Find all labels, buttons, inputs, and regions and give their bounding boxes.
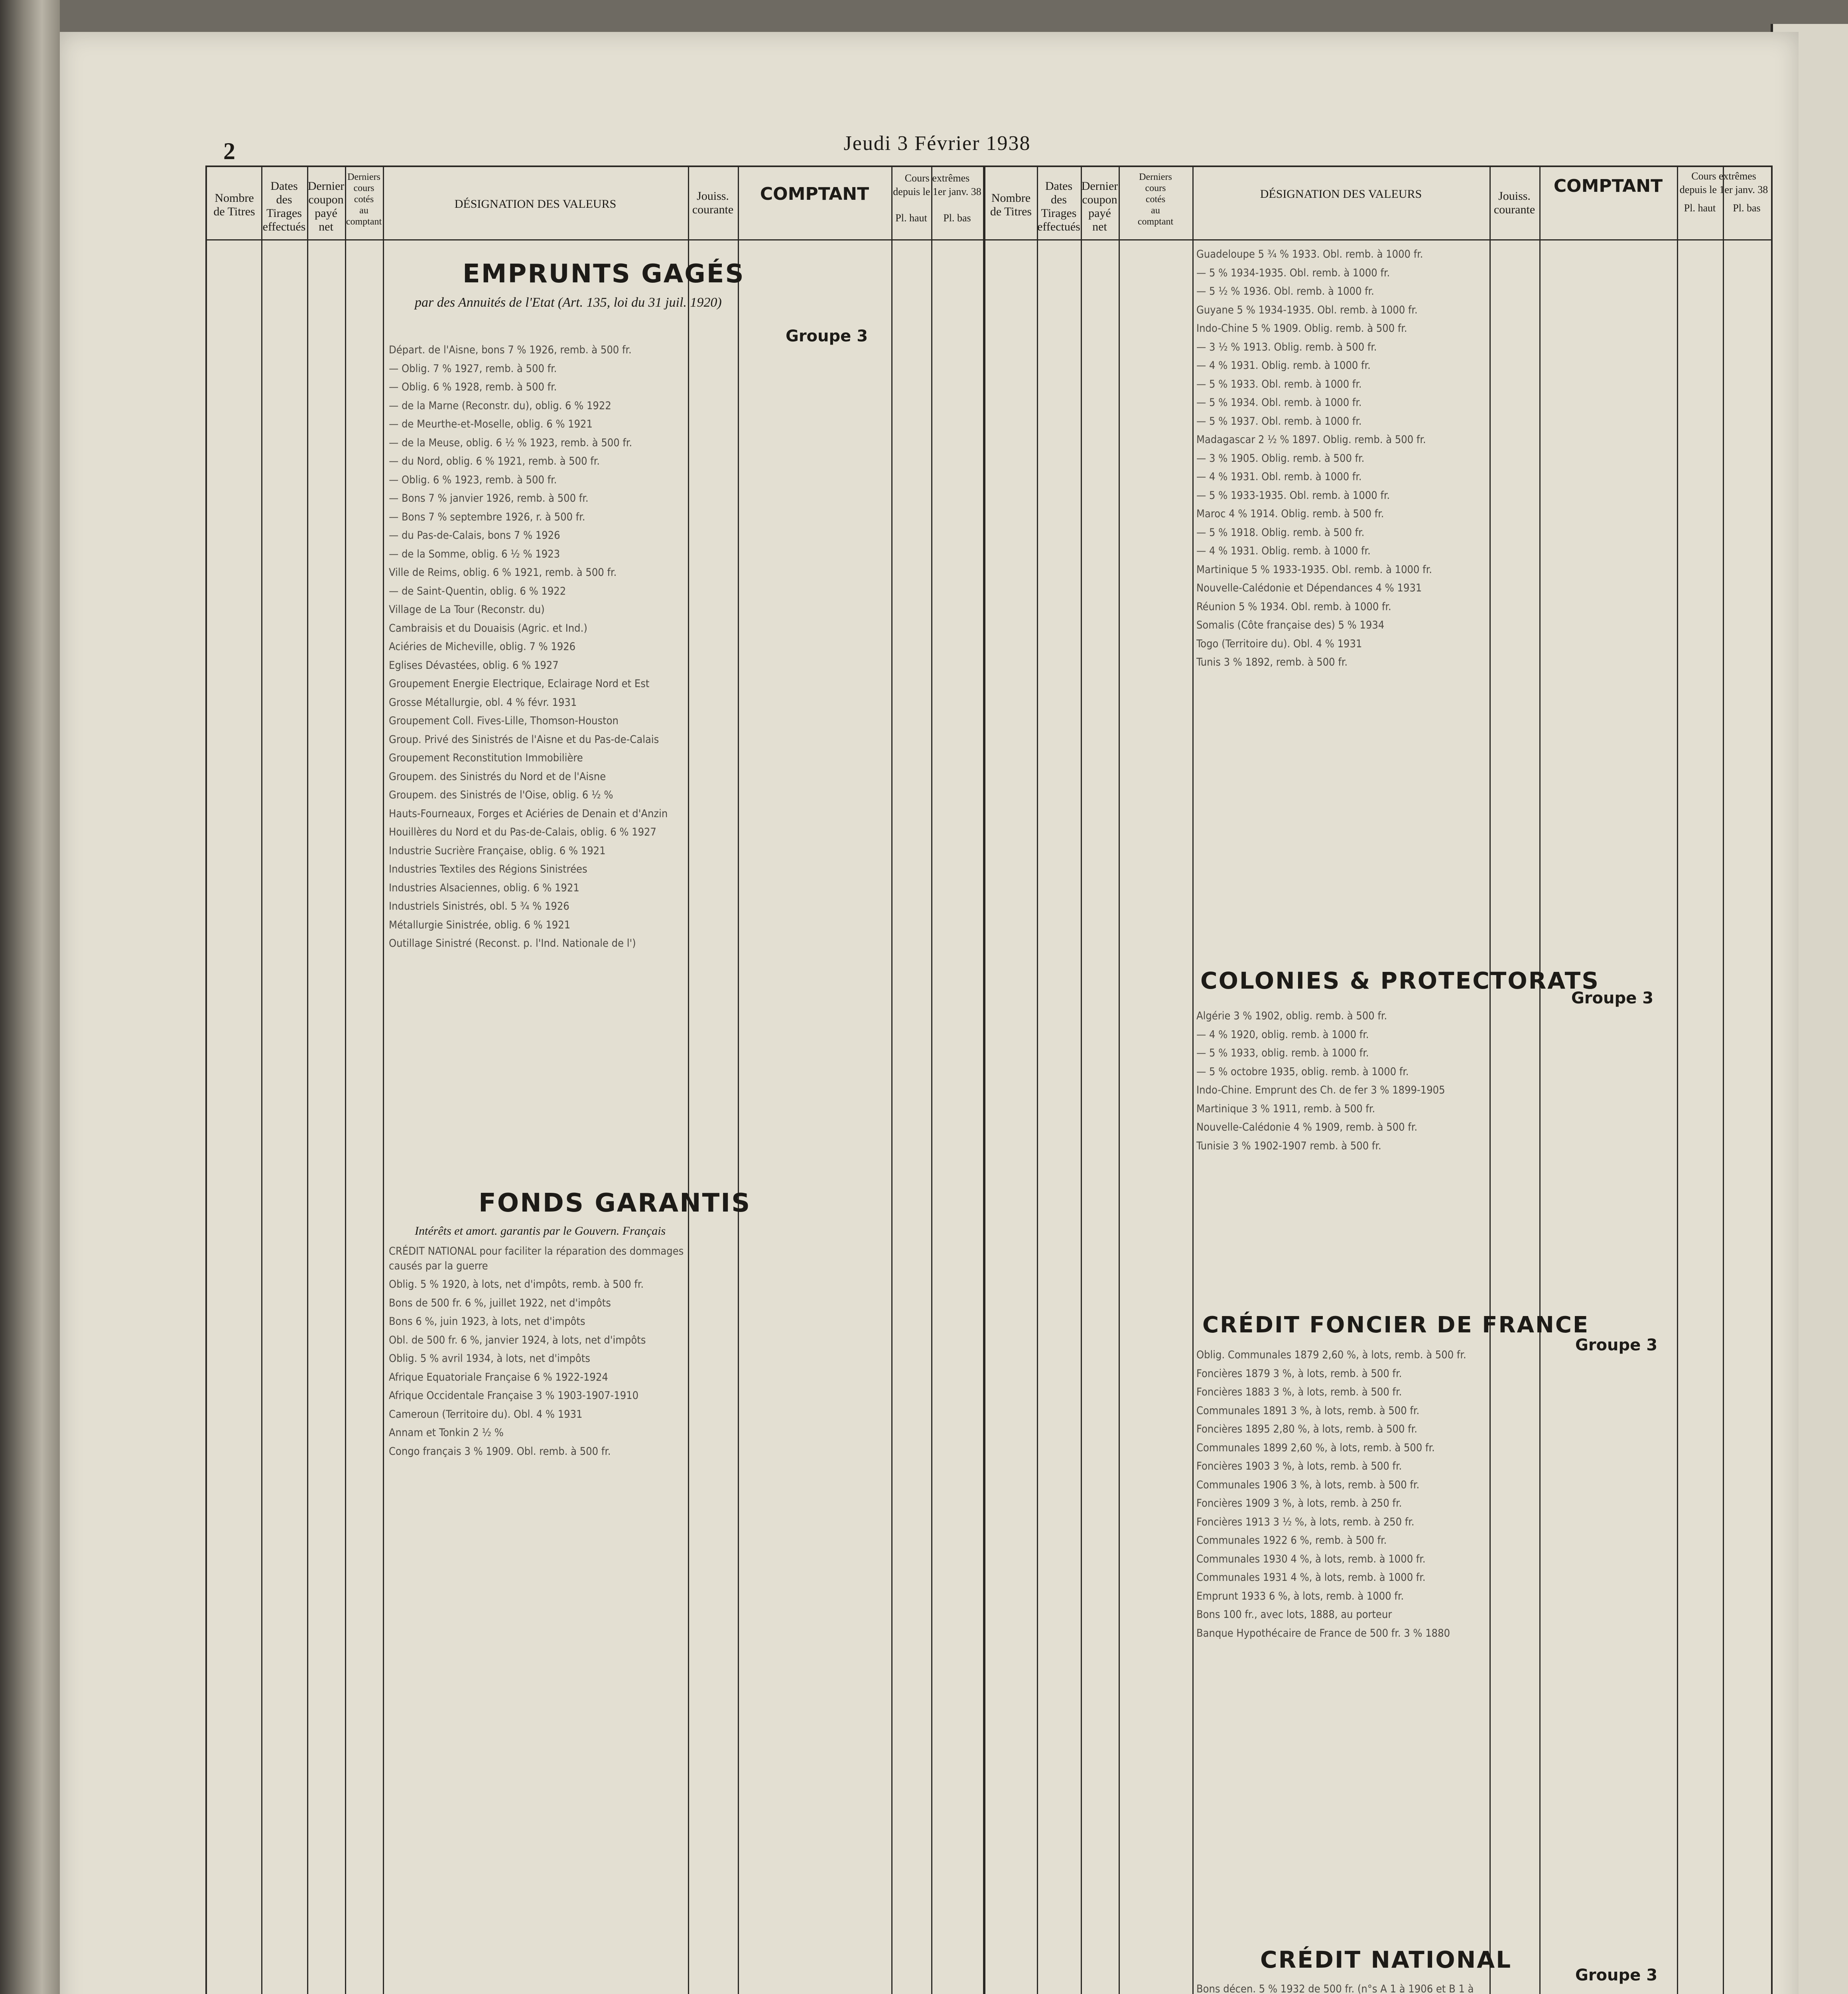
valeur-row: Foncières 1903 3 %, à lots, remb. à 500 fr. xyxy=(1196,1460,1402,1472)
valeur-row: Nouvelle-Calédonie et Dépendances 4 % 1931 xyxy=(1196,582,1422,594)
valeur-row: Houillères du Nord et du Pas-de-Calais, oblig. 6 % 1927 xyxy=(389,826,656,838)
column-rule xyxy=(1192,166,1194,1994)
column-rule xyxy=(983,166,985,1994)
left-fonds-list xyxy=(389,1244,684,1994)
valeur-row: Village de La Tour (Reconstr. du) xyxy=(389,603,545,616)
valeur-row: Industries Alsaciennes, oblig. 6 % 1921 xyxy=(389,881,579,894)
column-rule xyxy=(1037,166,1038,1994)
col-jouissance: Jouiss. courante xyxy=(692,189,734,216)
valeur-row: Cameroun (Territoire du). Obl. 4 % 1931 xyxy=(389,1408,583,1421)
valeur-row: Hauts-Fourneaux, Forges et Aciéries de Denain et d'Anzin xyxy=(389,807,668,820)
col-cours-extremes: Cours extrêmes depuis le 1er janv. 38 xyxy=(1679,170,1768,195)
right-colonies-list xyxy=(1196,1009,1485,1296)
valeur-row: — Oblig. 7 % 1927, remb. à 500 fr. xyxy=(389,362,557,375)
valeur-row: Métallurgie Sinistrée, oblig. 6 % 1921 xyxy=(389,918,571,931)
column-rule xyxy=(1081,166,1082,1994)
valeur-row: Congo français 3 % 1909. Obl. remb. à 500 fr. xyxy=(389,1445,611,1458)
valeur-row: Outillage Sinistré (Reconst. p. l'Ind. Nationale de l') xyxy=(389,937,636,950)
valeur-row: Communales 1922 6 %, remb. à 500 fr. xyxy=(1196,1534,1387,1547)
valeur-row: Réunion 5 % 1934. Obl. remb. à 1000 fr. xyxy=(1196,600,1391,613)
valeur-row: Communales 1891 3 %, à lots, remb. à 500 fr. xyxy=(1196,1404,1420,1417)
valeur-row: Indo-Chine. Emprunt des Ch. de fer 3 % 1899-1905 xyxy=(1196,1084,1445,1096)
valeur-row: Banque Hypothécaire de France de 500 fr. 3 % 1880 xyxy=(1196,1627,1450,1639)
valeur-row: — Bons 7 % septembre 1926, r. à 500 fr. xyxy=(389,510,585,523)
valeur-row: Eglises Dévastées, oblig. 6 % 1927 xyxy=(389,659,559,672)
column-rule xyxy=(261,166,262,1994)
section-credit-national: CRÉDIT NATIONAL xyxy=(1260,1946,1512,1973)
valeur-row: Guadeloupe 5 ¾ % 1933. Obl. remb. à 1000 fr. xyxy=(1196,248,1423,260)
valeur-row: Maroc 4 % 1914. Oblig. remb. à 500 fr. xyxy=(1196,508,1384,520)
valeur-row: Industrie Sucrière Française, oblig. 6 % 1921 xyxy=(389,844,606,857)
valeur-row: — 5 % 1933-1935. Obl. remb. à 1000 fr. xyxy=(1196,489,1390,502)
valeur-row: Obl. de 500 fr. 6 %, janvier 1924, à lots, net d'impôts xyxy=(389,1334,646,1346)
valeur-row: — 5 % 1937. Obl. remb. à 1000 fr. xyxy=(1196,415,1362,428)
groupe-label: Groupe 3 xyxy=(1575,1966,1658,1984)
valeur-row: Communales 1899 2,60 %, à lots, remb. à 500 fr. xyxy=(1196,1441,1435,1454)
right-credit-foncier-list xyxy=(1196,1348,1485,1938)
valeur-row: Groupement Energie Electrique, Eclairage Nord et Est xyxy=(389,678,650,690)
column-rule xyxy=(1677,166,1678,1994)
section-colonies-protectorats: COLONIES & PROTECTORATS xyxy=(1200,967,1600,994)
valeur-row: Indo-Chine 5 % 1909. Oblig. remb. à 500 fr. xyxy=(1196,322,1407,335)
valeur-row: Cambraisis et du Douaisis (Agric. et Ind.) xyxy=(389,622,587,634)
section-fonds-garantis: FONDS GARANTIS xyxy=(479,1188,751,1218)
col-plus-bas: Pl. bas xyxy=(943,212,971,224)
valeur-row: CRÉDIT NATIONAL pour faciliter la réparation des dommages causés par la guerre xyxy=(389,1245,684,1272)
valeur-row: Somalis (Côte française des) 5 % 1934 xyxy=(1196,619,1385,631)
col-dernier-coupon: Dernier coupon payé net xyxy=(307,179,345,233)
valeur-row: Algérie 3 % 1902, oblig. remb. à 500 fr. xyxy=(1196,1010,1387,1022)
valeur-row: — 5 % 1933. Obl. remb. à 1000 fr. xyxy=(1196,378,1362,390)
valeur-row: Nouvelle-Calédonie 4 % 1909, remb. à 500 fr. xyxy=(1196,1121,1418,1133)
groupe-label: Groupe 3 xyxy=(1575,1336,1658,1354)
valeur-row: Emprunt 1933 6 %, à lots, remb. à 1000 fr. xyxy=(1196,1590,1404,1602)
valeur-row: Foncières 1883 3 %, à lots, remb. à 500 fr. xyxy=(1196,1386,1402,1398)
valeur-row: — 3 ½ % 1913. Oblig. remb. à 500 fr. xyxy=(1196,341,1377,353)
valeur-row: — 5 % 1934-1935. Obl. remb. à 1000 fr. xyxy=(1196,266,1390,279)
valeur-row: Togo (Territoire du). Obl. 4 % 1931 xyxy=(1196,637,1362,650)
column-rule xyxy=(307,166,308,1994)
page-number: 2 xyxy=(223,138,235,164)
col-dernier-coupon: Dernier coupon payé net xyxy=(1081,179,1118,233)
col-derniers-cours: Derniers cours cotés au comptant xyxy=(1137,172,1174,227)
valeur-row: Guyane 5 % 1934-1935. Obl. remb. à 1000 fr. xyxy=(1196,303,1418,316)
valeur-row: — de Saint-Quentin, oblig. 6 % 1922 xyxy=(389,585,566,597)
valeur-row: Foncières 1879 3 %, à lots, remb. à 500 fr. xyxy=(1196,1367,1402,1380)
groupe-label: Groupe 3 xyxy=(1571,989,1654,1007)
valeur-row: Groupement Coll. Fives-Lille, Thomson-Houston xyxy=(389,715,619,727)
column-rule xyxy=(1723,166,1724,1994)
col-nombre-titres: Nombre de Titres xyxy=(213,191,255,218)
valeur-row: — de Meurthe-et-Moselle, oblig. 6 % 1921 xyxy=(389,418,593,430)
valeur-row: Group. Privé des Sinistrés de l'Aisne et du Pas-de-Calais xyxy=(389,733,659,746)
col-dates-tirages: Dates des Tirages effectués xyxy=(1037,179,1080,233)
column-rule xyxy=(931,166,932,1994)
col-dates-tirages: Dates des Tirages effectués xyxy=(262,179,306,233)
valeur-row: Communales 1930 4 %, à lots, remb. à 1000 fr. xyxy=(1196,1553,1426,1565)
valeur-row: — du Nord, oblig. 6 % 1921, remb. à 500 fr. xyxy=(389,455,600,467)
valeur-row: Groupement Reconstitution Immobilière xyxy=(389,752,583,764)
valeur-row: Martinique 3 % 1911, remb. à 500 fr. xyxy=(1196,1102,1375,1115)
valeur-row: — de la Marne (Reconstr. du), oblig. 6 % 1922 xyxy=(389,399,611,412)
column-rule xyxy=(1489,166,1491,1994)
valeur-row: Foncières 1895 2,80 %, à lots, remb. à 500 fr. xyxy=(1196,1423,1417,1435)
valeur-row: Ville de Reims, oblig. 6 % 1921, remb. à 500 fr. xyxy=(389,566,617,579)
valeur-row: Départ. de l'Aisne, bons 7 % 1926, remb. à 500 fr. xyxy=(389,344,632,356)
valeur-row: Oblig. 5 % avril 1934, à lots, net d'impôts xyxy=(389,1352,590,1365)
header-rule xyxy=(205,239,1773,240)
valeur-row: Industries Textiles des Régions Sinistrées xyxy=(389,863,587,875)
valeur-row: Communales 1931 4 %, à lots, remb. à 1000 fr. xyxy=(1196,1571,1426,1584)
book-binding xyxy=(0,0,60,1994)
section-credit-foncier: CRÉDIT FONCIER DE FRANCE xyxy=(1202,1312,1590,1338)
col-comptant: COMPTANT xyxy=(1553,176,1663,196)
valeur-row: Foncières 1913 3 ½ %, à lots, remb. à 250 fr. xyxy=(1196,1515,1415,1528)
col-designation: DÉSIGNATION DES VALEURS xyxy=(454,197,617,211)
groupe-label: Groupe 3 xyxy=(786,327,868,345)
valeur-row: — 5 % 1918. Oblig. remb. à 500 fr. xyxy=(1196,526,1365,539)
valeur-row: Bons de 500 fr. 6 %, juillet 1922, net d'impôts xyxy=(389,1296,611,1309)
col-plus-bas: Pl. bas xyxy=(1733,202,1761,214)
valeur-row: Annam et Tonkin 2 ½ % xyxy=(389,1427,504,1439)
column-rule xyxy=(345,166,346,1994)
column-rule xyxy=(383,166,384,1994)
valeur-row: Afrique Occidentale Française 3 % 1903-1907-1910 xyxy=(389,1389,639,1402)
valeur-row: — 3 % 1905. Oblig. remb. à 500 fr. xyxy=(1196,452,1365,465)
valeur-row: Tunisie 3 % 1902-1907 remb. à 500 fr. xyxy=(1196,1139,1381,1152)
valeur-row: Bons décen. 5 % 1932 de 500 fr. (n°s A 1 à 1906 et B 1 à xyxy=(1196,1983,1474,1994)
valeur-row: Martinique 5 % 1933-1935. Obl. remb. à 1000 fr. xyxy=(1196,563,1432,576)
col-cours-extremes: Cours extrêmes depuis le 1er janv. 38 xyxy=(893,172,981,197)
left-designation-list xyxy=(389,343,684,1172)
valeur-row: — 5 % 1933, oblig. remb. à 1000 fr. xyxy=(1196,1047,1369,1059)
valeur-row: Bons 6 %, juin 1923, à lots, net d'impôts xyxy=(389,1315,585,1328)
section-fonds-subtitle: Intérêts et amort. garantis par le Gouvern. Français xyxy=(415,1224,666,1237)
valeur-row: — du Pas-de-Calais, bons 7 % 1926 xyxy=(389,529,560,542)
valeur-row: — Oblig. 6 % 1928, remb. à 500 fr. xyxy=(389,381,557,393)
valeur-row: — 4 % 1931. Obl. remb. à 1000 fr. xyxy=(1196,471,1362,483)
column-rule xyxy=(1539,166,1541,1994)
valeur-row: — 5 ½ % 1936. Obl. remb. à 1000 fr. xyxy=(1196,285,1374,298)
valeur-row: Tunis 3 % 1892, remb. à 500 fr. xyxy=(1196,656,1348,668)
valeur-row: — de la Meuse, oblig. 6 ½ % 1923, remb. à 500 fr. xyxy=(389,436,632,449)
valeur-row: Groupem. des Sinistrés de l'Oise, oblig. 6 ½ % xyxy=(389,789,613,801)
valeur-row: Bons 100 fr., avec lots, 1888, au porteur xyxy=(1196,1608,1392,1621)
valeur-row: Oblig. Communales 1879 2,60 %, à lots, remb. à 500 fr. xyxy=(1196,1349,1466,1361)
column-rule xyxy=(891,166,892,1994)
valeur-row: Groupem. des Sinistrés du Nord et de l'Aisne xyxy=(389,770,606,783)
valeur-row: Afrique Equatoriale Française 6 % 1922-1924 xyxy=(389,1371,608,1383)
date-line: Jeudi 3 Février 1938 xyxy=(843,132,1031,155)
valeur-row: — Bons 7 % janvier 1926, remb. à 500 fr. xyxy=(389,492,589,504)
valeur-row: — 4 % 1920, oblig. remb. à 1000 fr. xyxy=(1196,1028,1369,1041)
col-comptant: COMPTANT xyxy=(760,184,869,204)
col-plus-haut: Pl. haut xyxy=(1684,202,1716,214)
col-designation: DÉSIGNATION DES VALEURS xyxy=(1260,187,1422,201)
column-rule xyxy=(688,166,689,1994)
valeur-row: Communales 1906 3 %, à lots, remb. à 500 fr. xyxy=(1196,1478,1420,1491)
col-nombre-titres: Nombre de Titres xyxy=(990,191,1032,218)
valeur-row: — Oblig. 6 % 1923, remb. à 500 fr. xyxy=(389,473,557,486)
valeur-row: — 4 % 1931. Oblig. remb. à 1000 fr. xyxy=(1196,359,1371,372)
col-jouissance: Jouiss. courante xyxy=(1493,189,1535,216)
right-designation-list xyxy=(1196,247,1485,949)
valeur-row: — 5 % 1934. Obl. remb. à 1000 fr. xyxy=(1196,396,1362,409)
col-derniers-cours: Derniers cours cotés au comptant xyxy=(346,172,382,227)
section-emprunts-gages: EMPRUNTS GAGÉS xyxy=(463,259,745,289)
valeur-row: — 4 % 1931. Oblig. remb. à 1000 fr. xyxy=(1196,545,1371,557)
valeur-row: Oblig. 5 % 1920, à lots, net d'impôts, remb. à 500 fr. xyxy=(389,1278,644,1291)
right-credit-national-list xyxy=(1196,1982,1485,1994)
column-rule xyxy=(1119,166,1120,1994)
valeur-row: Grosse Métallurgie, obl. 4 % févr. 1931 xyxy=(389,696,577,709)
valeur-row: Aciéries de Micheville, oblig. 7 % 1926 xyxy=(389,640,576,653)
valeur-row: Madagascar 2 ½ % 1897. Oblig. remb. à 500 fr. xyxy=(1196,433,1426,446)
column-rule xyxy=(738,166,739,1994)
valeur-row: Industriels Sinistrés, obl. 5 ¾ % 1926 xyxy=(389,900,569,912)
valeur-row: — de la Somme, oblig. 6 ½ % 1923 xyxy=(389,548,560,560)
valeur-row: — 5 % octobre 1935, oblig. remb. à 1000 fr. xyxy=(1196,1065,1409,1078)
col-plus-haut: Pl. haut xyxy=(895,212,927,224)
valeur-row: Foncières 1909 3 %, à lots, remb. à 250 fr. xyxy=(1196,1497,1402,1509)
section-emprunts-subtitle: par des Annuités de l'Etat (Art. 135, loi du 31 juil. 1920) xyxy=(415,295,722,310)
